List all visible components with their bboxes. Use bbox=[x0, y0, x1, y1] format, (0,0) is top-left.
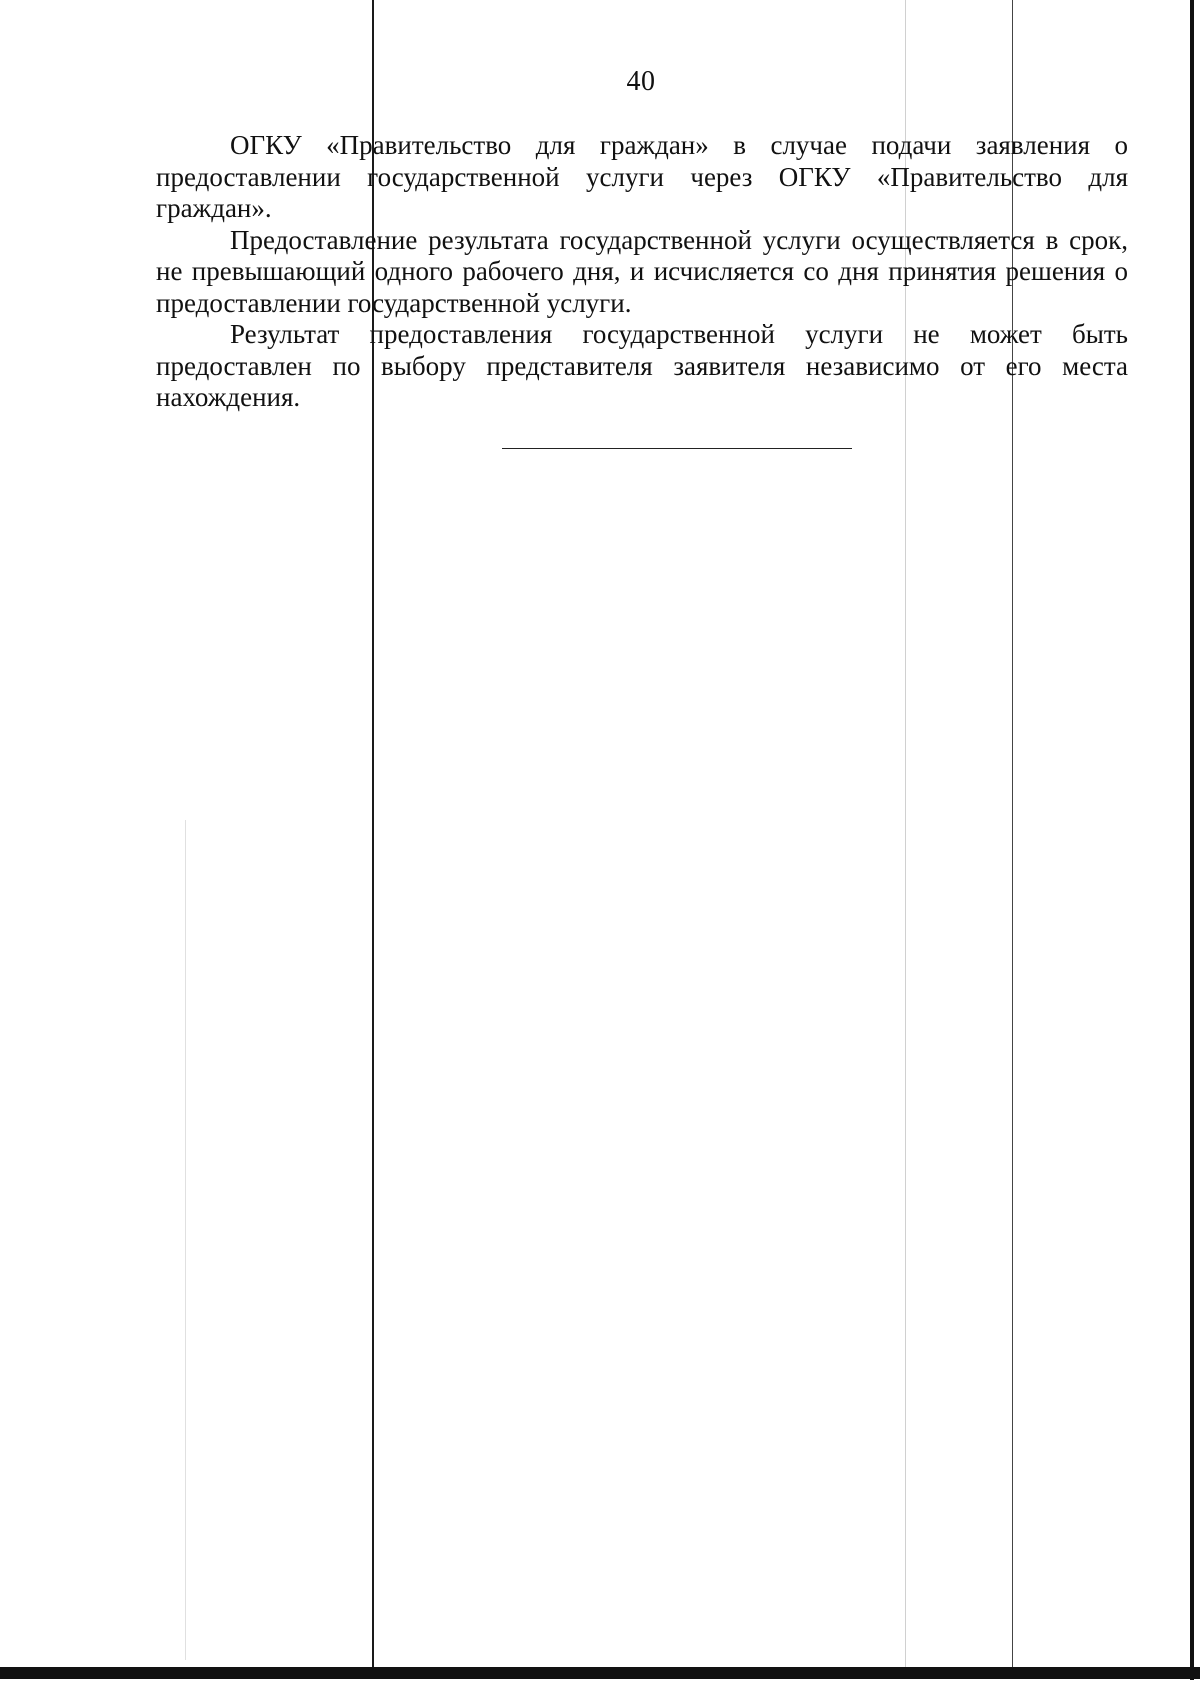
body-text bbox=[156, 130, 1128, 414]
page-number: 40 bbox=[626, 66, 656, 97]
end-separator-line bbox=[502, 448, 852, 449]
scan-edge-bottom bbox=[0, 1667, 1200, 1679]
paragraph-1: ОГКУ «Правительство для граждан» в случае подачи заявления о предоставлении государственной услуги через ОГКУ «Правительство для граждан». bbox=[156, 130, 1128, 223]
scan-artifact-line bbox=[185, 820, 186, 1660]
scan-edge-right bbox=[1190, 0, 1194, 1680]
paragraph-2: Предоставление результата государственной услуги осуществляется в срок, не превышающий одного рабочего дня, и исчисляется со дня принятия решения о предоставлении государственной услуги. bbox=[156, 224, 1128, 318]
paragraph-3: Результат предоставления государственной услуги не может быть предоставлен по выбору представителя заявителя независимо от его места нахождения. bbox=[156, 319, 1128, 412]
